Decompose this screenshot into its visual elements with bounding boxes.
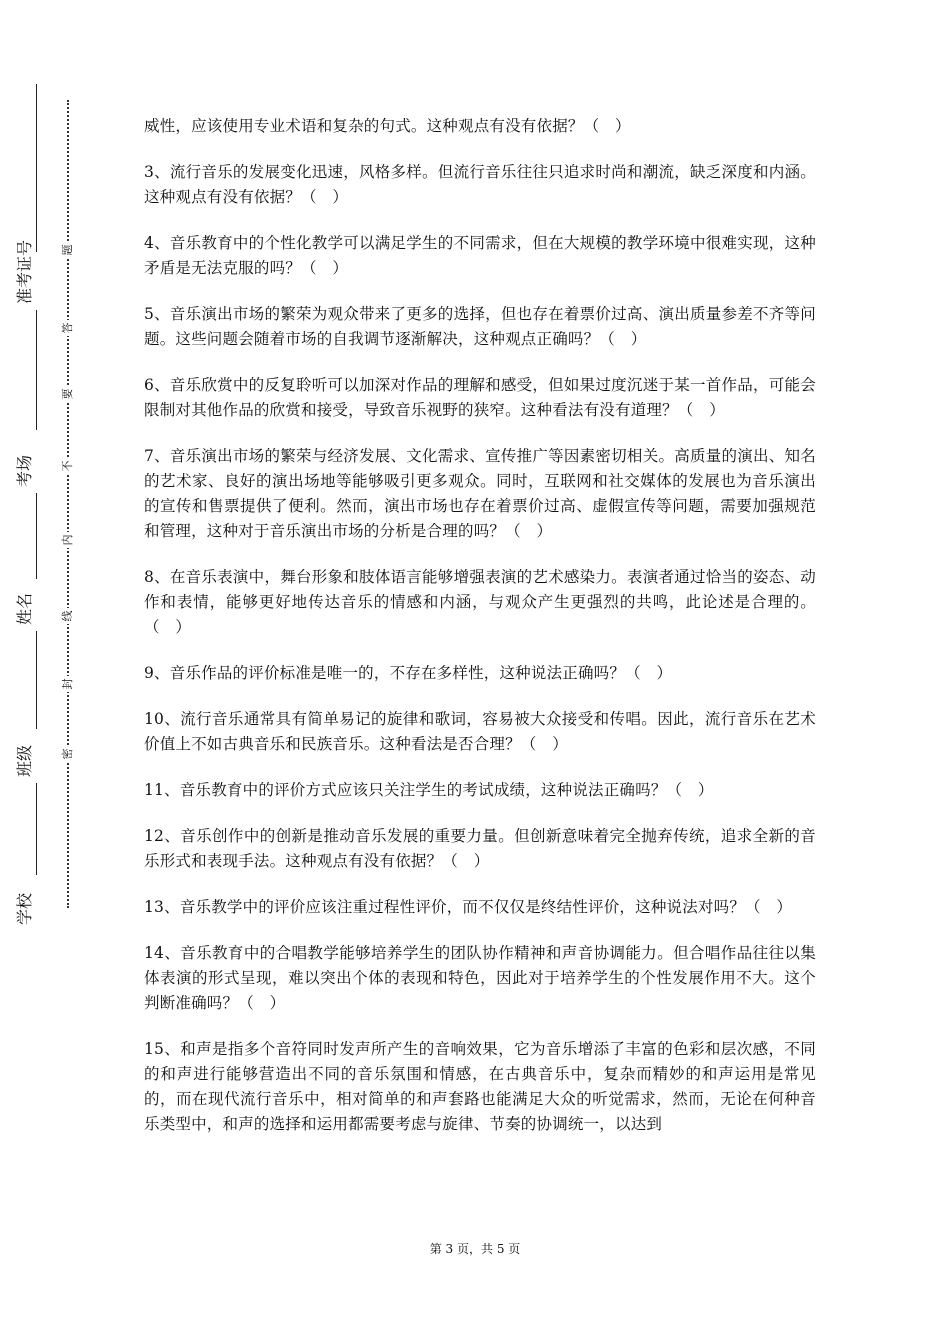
question-list [144, 114, 816, 1158]
seal-line [60, 100, 76, 908]
question-item: 威性，应该使用专业术语和复杂的句式。这种观点有没有依据？（ ） [144, 117, 631, 135]
seal-char: 答 [60, 320, 76, 336]
question-item: 9、音乐作品的评价标准是唯一的，不存在多样性，这种说法正确吗？（ ） [144, 664, 673, 682]
question-item: 14、音乐教育中的合唱教学能够培养学生的团队协作精神和声音协调能力。但合唱作品往往以集体表演的形式呈现，难以突出个体的表现和特色，因此对于培养学生的个性发展作用不大。这个判断准确吗？（ ） [144, 944, 816, 1012]
student-name-line [36, 631, 37, 729]
exam-room-line [36, 493, 37, 579]
class-label: 班级 [15, 744, 34, 777]
seal-char: 不 [60, 458, 76, 474]
question-item: 13、音乐教学中的评价应该注重过程性评价，而不仅仅是终结性评价，这种说法对吗？（ ） [144, 898, 793, 916]
question-item: 12、音乐创作中的创新是推动音乐发展的重要力量。但创新意味着完全抛弃传统，追求全新的音乐形式和表现手法。这种观点有没有依据？（ ） [144, 827, 816, 870]
separator-line [36, 84, 37, 252]
question-item: 8、在音乐表演中，舞台形象和肢体语言能够增强表演的艺术感染力。表演者通过恰当的姿态、动作和表情，能够更好地传达音乐的情感和内涵，与观众产生更强烈的共鸣，此论述是合理的。（ ） [144, 568, 816, 636]
question-item: 4、音乐教育中的个性化教学可以满足学生的不同需求，但在大规模的教学环境中很难实现，这种矛盾是无法克服的吗？（ ） [144, 234, 816, 277]
question-item: 10、流行音乐通常具有简单易记的旋律和歌词，容易被大众接受和传唱。因此，流行音乐在艺术价值上不如古典音乐和民族音乐。这种看法是否合理？（ ） [144, 710, 816, 753]
seal-char: 密 [60, 746, 76, 762]
exam-number-line [36, 310, 37, 430]
question-item: 15、和声是指多个音符同时发声所产生的音响效果，它为音乐增添了丰富的色彩和层次感，不同的和声进行能够营造出不同的音乐氛围和情感，在古典音乐中，复杂而精妙的和声运用是常见的，而在现代流行音乐中，相对简单的和声套路也能满足大众的听觉需求，然而，无论在何种音乐类型中，和声的选择和运用都需要考虑与旋律、节奏的协调统一，以达到 [144, 1040, 816, 1133]
dotted-seal-line [67, 100, 69, 908]
seal-char: 题 [60, 242, 76, 258]
question-item: 6、音乐欣赏中的反复聆听可以加深对作品的理解和感受，但如果过度沉迷于某一首作品，可能会限制对其他作品的欣赏和接受，导致音乐视野的狭窄。这种看法有没有道理？（ ） [144, 376, 816, 419]
question-item: 11、音乐教育中的评价方式应该只关注学生的考试成绩，这种说法正确吗？（ ） [144, 781, 714, 799]
binding-margin-labels [0, 0, 55, 1344]
seal-char: 线 [60, 608, 76, 624]
seal-char: 封 [60, 676, 76, 692]
question-item: 5、音乐演出市场的繁荣为观众带来了更多的选择，但也存在着票价过高、演出质量参差不齐等问题。这些问题会随着市场的自我调节逐渐解决，这种观点正确吗？（ ） [144, 305, 816, 348]
question-item: 7、音乐演出市场的繁荣与经济发展、文化需求、宣传推广等因素密切相关。高质量的演出、知名的艺术家、良好的演出场地等能够吸引更多观众。同时，互联网和社交媒体的发展也为音乐演出的宣传和售票提供了便利。然而，演出市场也存在着票价过高、虚假宣传等问题，需要加强规范和管理，这种对于音乐演出市场的分析是合理的吗？（ ） [144, 447, 816, 540]
seal-char: 内 [60, 532, 76, 548]
student-name-label: 姓名 [15, 592, 34, 625]
exam-number-label: 准考证号 [15, 239, 34, 304]
page-number: 第 3 页，共 5 页 [429, 1242, 521, 1256]
question-item: 3、流行音乐的发展变化迅速，风格多样。但流行音乐往往只追求时尚和潮流，缺乏深度和内涵。这种观点有没有依据？（ ） [144, 163, 816, 206]
class-line [36, 783, 37, 875]
seal-char: 要 [60, 386, 76, 402]
school-label: 学校 [15, 892, 34, 925]
exam-room-label: 考场 [15, 454, 34, 487]
